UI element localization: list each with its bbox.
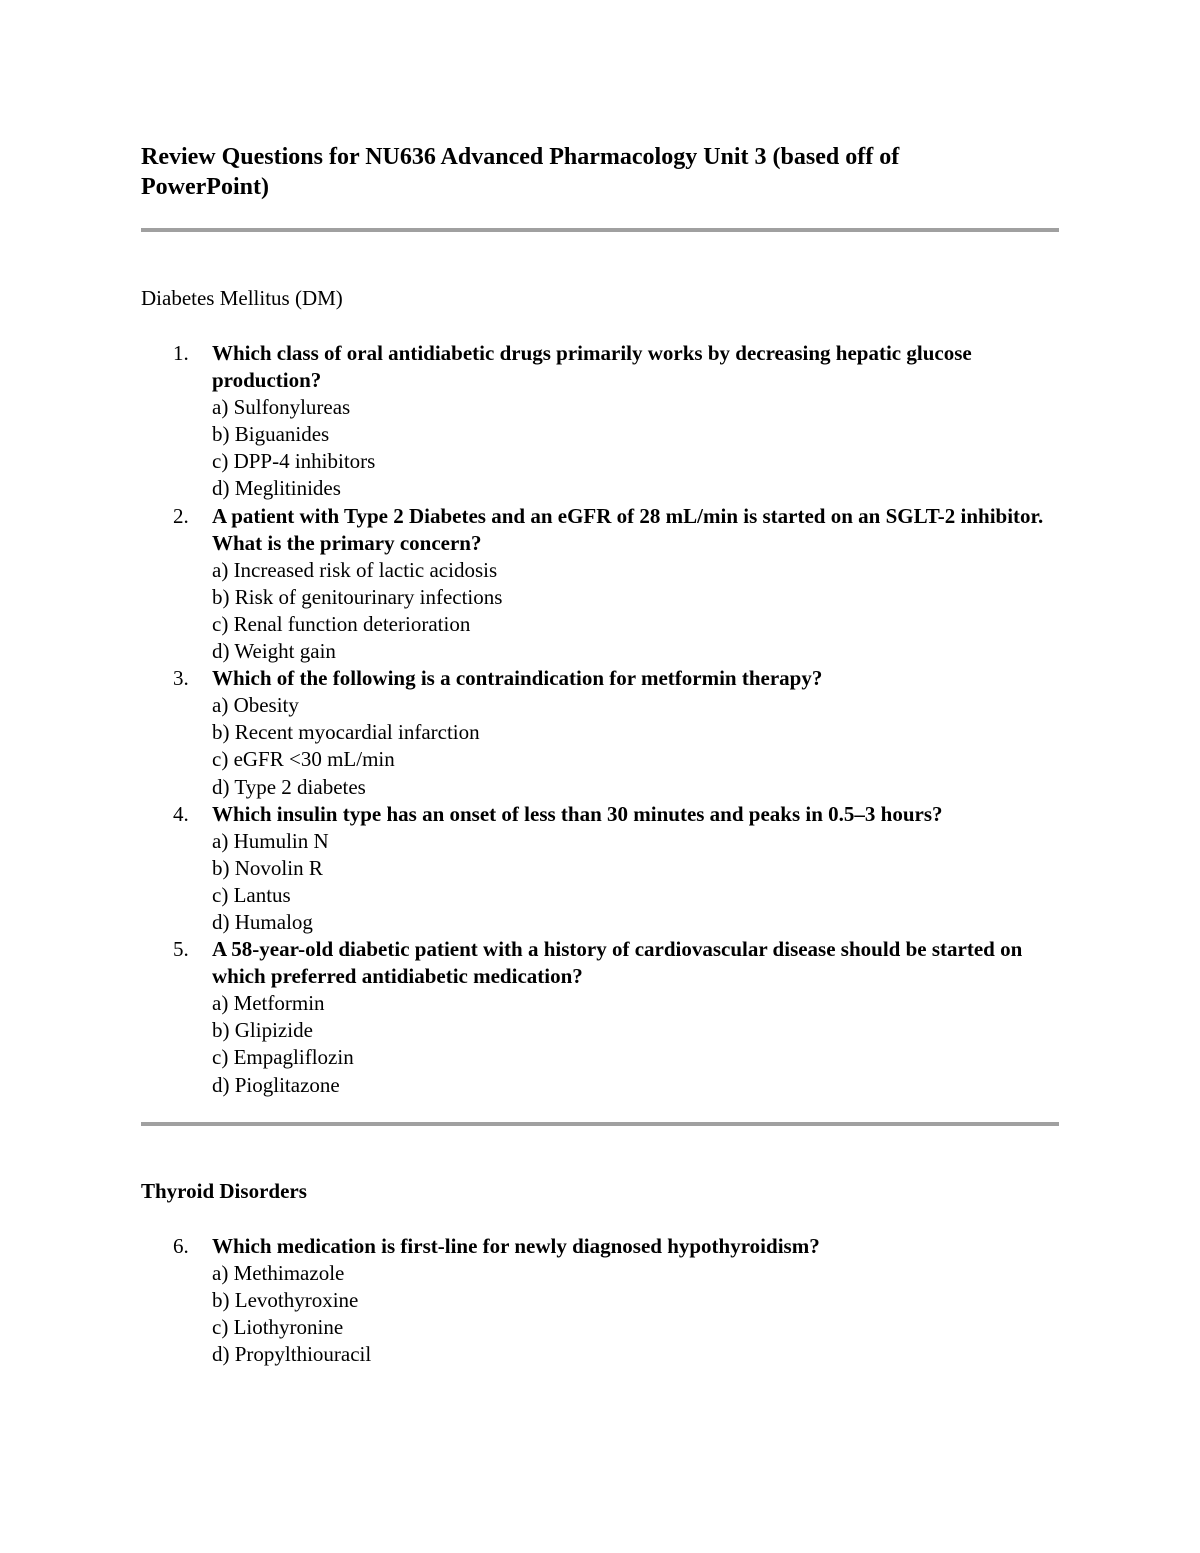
question-text: A patient with Type 2 Diabetes and an eGFR of 28 mL/min is started on an SGLT-2 inhibitor. What is the primary concern?: [212, 503, 1044, 555]
question-text: Which class of oral antidiabetic drugs primarily works by decreasing hepatic glucose production?: [212, 341, 972, 393]
answer-option: c) Liothyronine: [212, 1315, 344, 1340]
question-item: [0, 1233, 1100, 1368]
section-heading-diabetes: Diabetes Mellitus (DM): [141, 286, 343, 310]
question-number: 1.: [173, 341, 189, 365]
question-item: [0, 340, 1100, 503]
answer-option: b) Recent myocardial infarction: [212, 720, 480, 745]
question-list-diabetes: [0, 340, 1100, 1099]
answer-option: c) DPP-4 inhibitors: [212, 449, 376, 474]
question-list-thyroid: [0, 1233, 1100, 1368]
answer-option: c) Renal function deterioration: [212, 611, 471, 636]
answer-option: a) Metformin: [212, 991, 325, 1016]
question-text: Which insulin type has an onset of less than 30 minutes and peaks in 0.5–3 hours?: [212, 801, 943, 826]
question-text: Which medication is first-line for newly diagnosed hypothyroidism?: [212, 1234, 820, 1258]
answer-option: a) Obesity: [212, 693, 299, 718]
answer-option: b) Glipizide: [212, 1018, 313, 1043]
question-item: [0, 503, 1100, 666]
answer-option: b) Risk of genitourinary infections: [212, 584, 503, 609]
answer-option: d) Humalog: [212, 909, 313, 934]
question-text: A 58-year-old diabetic patient with a history of cardiovascular disease should be started on which preferred antidiabetic medication?: [212, 937, 1023, 989]
answer-option: a) Methimazole: [212, 1261, 345, 1286]
document-title: Review Questions for NU636 Advanced Pharmacology Unit 3 (based off of PowerPoint): [141, 144, 900, 200]
horizontal-rule-middle: [141, 1122, 1059, 1126]
horizontal-rule-top: [141, 228, 1059, 232]
answer-option: a) Sulfonylureas: [212, 395, 351, 420]
answer-option: b) Biguanides: [212, 422, 330, 447]
answer-option: c) Lantus: [212, 882, 291, 907]
question-number: 2.: [173, 503, 189, 528]
answer-option: c) Empagliflozin: [212, 1045, 354, 1070]
question-item: [0, 665, 1100, 800]
answer-option: b) Novolin R: [212, 855, 323, 880]
answer-option: b) Levothyroxine: [212, 1288, 359, 1313]
question-item: [0, 801, 1100, 936]
answer-option: d) Weight gain: [212, 639, 336, 664]
answer-option: c) eGFR <30 mL/min: [212, 747, 395, 772]
section-heading-thyroid: Thyroid Disorders: [141, 1179, 307, 1203]
question-number: 5.: [173, 937, 189, 962]
question-item: [0, 936, 1100, 1099]
question-text: Which of the following is a contraindication for metformin therapy?: [212, 666, 823, 691]
question-number: 4.: [173, 801, 189, 826]
answer-option: a) Humulin N: [212, 828, 329, 853]
answer-option: a) Increased risk of lactic acidosis: [212, 557, 498, 582]
question-number: 6.: [173, 1234, 189, 1258]
answer-option: d) Meglitinides: [212, 476, 341, 501]
question-number: 3.: [173, 666, 189, 691]
answer-option: d) Type 2 diabetes: [212, 774, 366, 799]
answer-option: d) Propylthiouracil: [212, 1342, 372, 1367]
answer-option: d) Pioglitazone: [212, 1072, 340, 1097]
